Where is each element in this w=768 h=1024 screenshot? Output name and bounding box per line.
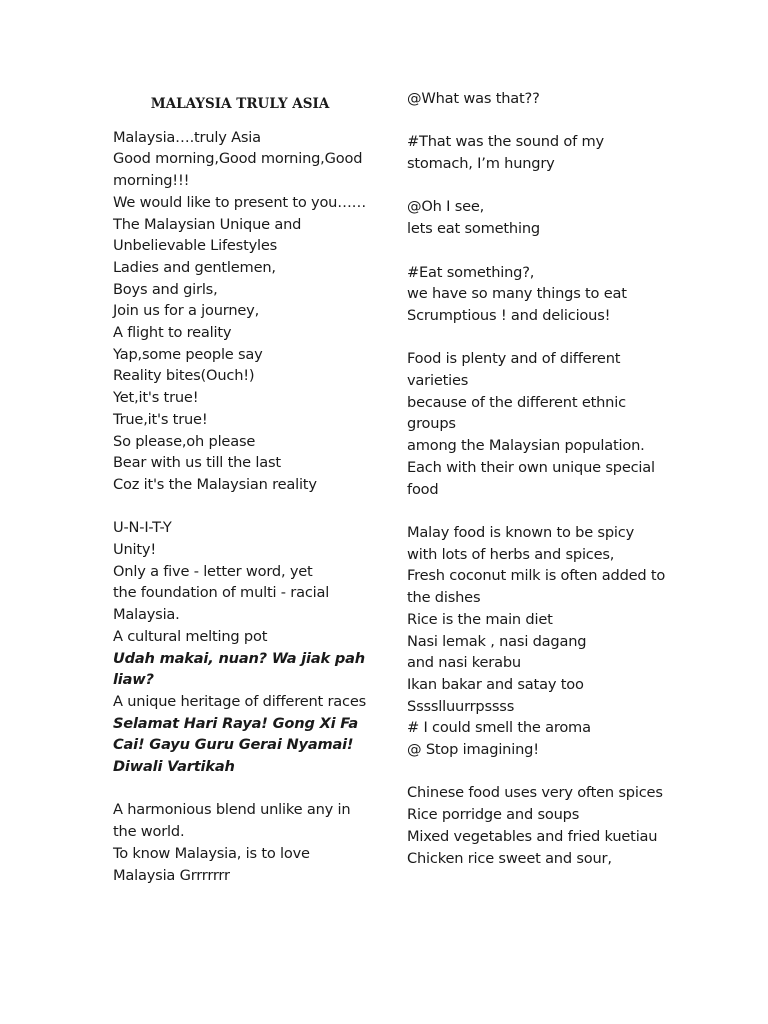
text-line: Reality bites(Ouch!) [113, 367, 255, 385]
text-line: U-N-I-T-Y [113, 519, 172, 537]
text-line: among the Malaysian population. [407, 437, 645, 455]
text-line: with lots of herbs and spices, [407, 545, 615, 563]
text-line: Nasi lemak , nasi dagang [407, 632, 587, 650]
left-column [113, 88, 375, 886]
text-line: Fresh coconut milk is often added to the dishes [407, 567, 666, 607]
emphasized-line: Udah makai, nuan? Wa jiak pah liaw? [113, 649, 365, 689]
text-line: Malaysia….truly Asia [113, 128, 261, 146]
text-line: Good morning,Good morning,Good morning!!! [113, 150, 363, 190]
text-line: Ladies and gentlemen, [113, 258, 276, 276]
text-line: Mixed vegetables and fried kuetiau [407, 827, 658, 845]
text-line: Join us for a journey, [113, 302, 260, 320]
text-line: Only a five - letter word, yet [113, 562, 313, 580]
stanza-break [407, 500, 667, 522]
stanza-break [407, 175, 667, 197]
left-column-lines [113, 127, 375, 887]
text-line: #Eat something?, [407, 263, 535, 281]
text-line: A harmonious blend unlike any in the world. [113, 801, 351, 841]
text-line: Rice porridge and soups [407, 806, 580, 824]
text-line: Malaysia Grrrrrrr [113, 866, 230, 884]
text-line: Rice is the main diet [407, 610, 553, 628]
text-line: To know Malaysia, is to love [113, 844, 310, 862]
right-column-lines [407, 88, 667, 869]
text-line: Each with their own unique special food [407, 458, 655, 498]
stanza-break [113, 496, 375, 518]
text-line: lets eat something [407, 220, 540, 238]
text-line: we have so many things to eat [407, 285, 627, 303]
text-line: @Oh I see, [407, 198, 485, 216]
emphasized-line: Selamat Hari Raya! Gong Xi Fa Cai! Gayu Guru Gerai Nyamai! Diwali Vartikah [113, 714, 359, 776]
text-line: A flight to reality [113, 324, 232, 342]
text-line: @ Stop imagining! [407, 741, 539, 759]
text-line: So please,oh please [113, 432, 256, 450]
text-line: Ikan bakar and satay too [407, 675, 584, 693]
text-line: @What was that?? [407, 90, 540, 107]
text-line: Scrumptious ! and delicious! [407, 306, 611, 324]
stanza-break [407, 110, 667, 132]
stanza-break [407, 240, 667, 262]
text-line: Coz it's the Malaysian reality [113, 475, 317, 493]
text-line: True,it's true! [113, 410, 208, 428]
text-line: Bear with us till the last [113, 454, 281, 472]
text-line: We would like to present to you…… [113, 193, 367, 211]
text-line: Chicken rice sweet and sour, [407, 849, 612, 867]
text-line: Boys and girls, [113, 280, 218, 298]
document-title: MALAYSIA TRULY ASIA [150, 96, 330, 112]
stanza-break [113, 778, 375, 800]
text-line: Chinese food uses very often spices [407, 784, 663, 802]
text-line: # I could smell the aroma [407, 719, 591, 737]
text-line: Malay food is known to be spicy [407, 523, 635, 541]
text-line: Food is plenty and of different varieties [407, 350, 621, 390]
text-line: Sssslluurrpssss [407, 697, 515, 715]
right-column [407, 88, 667, 869]
text-line: A cultural melting pot [113, 627, 268, 645]
text-line: #That was the sound of my stomach, I’m hungry [407, 133, 604, 173]
text-line: because of the different ethnic groups [407, 393, 626, 433]
stanza-break [407, 761, 667, 783]
text-line: Yap,some people say [113, 345, 263, 363]
text-line: Yet,it's true! [113, 389, 199, 407]
text-line: Unity! [113, 541, 156, 559]
stanza-break [407, 327, 667, 349]
text-line: and nasi kerabu [407, 654, 521, 672]
text-line: A unique heritage of different races [113, 692, 367, 710]
text-line: the foundation of multi - racial Malaysia. [113, 584, 330, 624]
text-line: The Malaysian Unique and Unbelievable Lifestyles [113, 215, 302, 255]
